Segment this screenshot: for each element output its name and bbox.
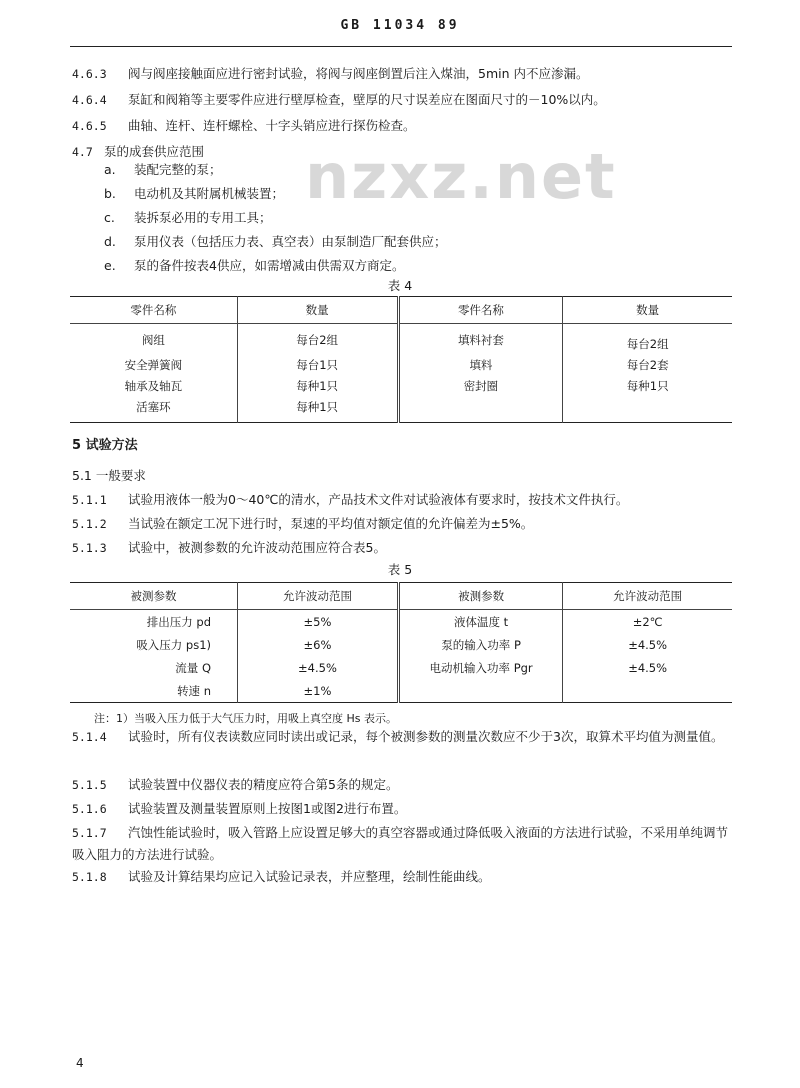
table-header-cell: 允许波动范围 [563,583,732,610]
table-cell: ±4.5% [628,660,668,675]
table-cell: 转速 n [70,679,238,703]
clause-number: 4.6.4 [72,93,107,107]
list-text: 电动机及其附属机械装置； [134,186,285,201]
list-letter: c. [104,210,115,225]
table-cell: ±4.5% [238,656,399,679]
clause-text: 试验时，所有仪表读数应同时读出或记录，每个被测参数的测量次数应不少于3次，取算术平均值为测量值。 [128,729,724,744]
list-letter: a. [104,162,116,177]
table-row [70,679,732,703]
table-4 [70,296,732,423]
clause-text: 曲轴、连杆、连杆螺栓、十字头销应进行探伤检查。 [128,118,416,133]
table-5 [70,582,732,703]
clause-5-1-3 [72,538,386,556]
clause-5-1-7 [72,822,736,866]
table-cell: 每台2套 [626,358,669,372]
table-row [70,610,732,634]
list-item [104,184,284,202]
table-cell: ±4.5% [628,637,668,652]
clause-number: 5.1.2 [72,517,107,531]
table-cell [563,679,732,703]
clause-text: 试验装置及测量装置原则上按图1或图2进行布置。 [128,801,407,816]
clause-number: 5.1.6 [72,802,107,816]
table-row [70,398,732,423]
table-cell: 泵的输入功率 P [398,633,562,656]
table-header-cell: 数量 [563,297,732,324]
clause-number: 5.1.3 [72,541,107,555]
clause-4-6-4 [72,90,606,108]
list-letter: e. [104,258,116,273]
table-header-cell: 零件名称 [70,297,237,324]
clause-5-1-6 [72,798,736,820]
table-cell: 吸入压力 ps1) [70,633,238,656]
table-cell [398,398,563,423]
clause-text: 当试验在额定工况下进行时，泵速的平均值对额定值的允许偏差为±5%。 [128,516,534,531]
table-cell: 阀组 [70,324,237,357]
header-rule [70,46,732,47]
list-text: 装拆泵必用的专用工具； [134,210,272,225]
table-row [70,633,732,656]
table5-note: 注：1）当吸入压力低于大气压力时，用吸上真空度 Hs 表示。 [94,712,397,725]
clause-text: 试验装置中仪器仪表的精度应符合第5条的规定。 [128,777,399,792]
clause-number: 4.6.3 [72,67,107,81]
table5-caption: 表 5 [387,562,413,577]
clause-5-1-5 [72,774,736,796]
clause-text: 试验中，被测参数的允许波动范围应符合表5。 [128,540,386,555]
clause-4-6-3 [72,64,589,82]
table-cell: 轴承及轴瓦 [70,377,237,398]
clause-text: 汽蚀性能试验时，吸入管路上应设置足够大的真空容器或通过降低吸入液面的方法进行试验，不采用单纯调节吸入阻力的方法进行试验。 [72,825,729,862]
clause-text: 试验用液体一般为0～40℃的清水，产品技术文件对试验液体有要求时，按技术文件执行。 [128,492,629,507]
list-text: 泵用仪表（包括压力表、真空表）由泵制造厂配套供应； [134,234,447,249]
table-header-cell: 被测参数 [70,583,238,610]
clause-number: 5.1.8 [72,870,107,884]
list-item [104,160,222,178]
table-cell: 每台1只 [237,356,398,377]
table-header-cell: 被测参数 [398,583,562,610]
clause-text: 阀与阀座接触面应进行密封试验，将阀与阀座倒置后注入煤油，5min 内不应渗漏。 [128,66,589,81]
clause-4-6-5 [72,116,416,134]
table4-caption: 表 4 [387,278,413,293]
table-cell: 每台2组 [237,324,398,357]
list-item [104,232,447,250]
clause-5-1-4 [72,726,736,748]
list-item [104,208,272,226]
table-cell: ±6% [238,633,399,656]
clause-number: 4.7 [72,145,93,159]
table-cell: 电动机输入功率 Pgr [398,656,562,679]
list-text: 泵的备件按表4供应，如需增减由供需双方商定。 [134,258,405,273]
table-cell: 排出压力 pd [70,610,238,634]
table-cell [563,398,732,423]
table-row [70,324,732,357]
clause-number: 5.1.4 [72,730,107,744]
clause-4-7 [72,142,204,160]
list-text: 装配完整的泵； [134,162,222,177]
table-header-row [70,297,732,324]
table-header-cell: 数量 [237,297,398,324]
table-cell: 液体温度 t [398,610,562,634]
table-cell [398,679,562,703]
clause-5-1: 5.1 一般要求 [72,468,146,483]
table-cell: ±1% [238,679,399,703]
table-header-row [70,583,732,610]
table-cell: 每种1只 [626,379,669,393]
page-header: GB 11034 89 [340,18,460,33]
list-item [104,256,404,274]
page-number: 4 [76,1056,84,1070]
table-cell: 安全弹簧阀 [70,356,237,377]
table-cell: ±5% [238,610,399,634]
table-cell: 流量 Q [70,656,238,679]
table-cell: 每种1只 [237,398,398,423]
clause-5-1-8 [72,866,736,888]
table-row [70,356,732,377]
table-cell: 填料衬套 [398,324,563,357]
table-cell: 每种1只 [237,377,398,398]
table-row [70,656,732,679]
section-5-title: 5 试验方法 [72,438,138,453]
clause-text: 泵缸和阀箱等主要零件应进行壁厚检查，壁厚的尺寸误差应在图面尺寸的－10%以内。 [128,92,606,107]
clause-5-1-2 [72,514,533,532]
table-row [70,377,732,398]
watermark: nzxz.net [305,140,617,213]
clause-number: 4.6.5 [72,119,107,133]
clause-5-1-1 [72,490,628,508]
clause-number: 5.1.1 [72,493,107,507]
table-cell: 每台2组 [626,337,669,351]
table-cell: 密封圈 [398,377,563,398]
clause-number: 5.1.7 [72,826,107,840]
clause-title: 泵的成套供应范围 [104,144,205,159]
clause-text: 试验及计算结果均应记入试验记录表，并应整理，绘制性能曲线。 [128,869,491,884]
table-header-cell: 零件名称 [398,297,563,324]
table-header-cell: 允许波动范围 [238,583,399,610]
table-cell: ±2℃ [632,614,663,629]
table-cell: 活塞环 [70,398,237,423]
list-letter: d. [104,234,116,249]
clause-number: 5.1.5 [72,778,107,792]
table-cell: 填料 [398,356,563,377]
list-letter: b. [104,186,116,201]
